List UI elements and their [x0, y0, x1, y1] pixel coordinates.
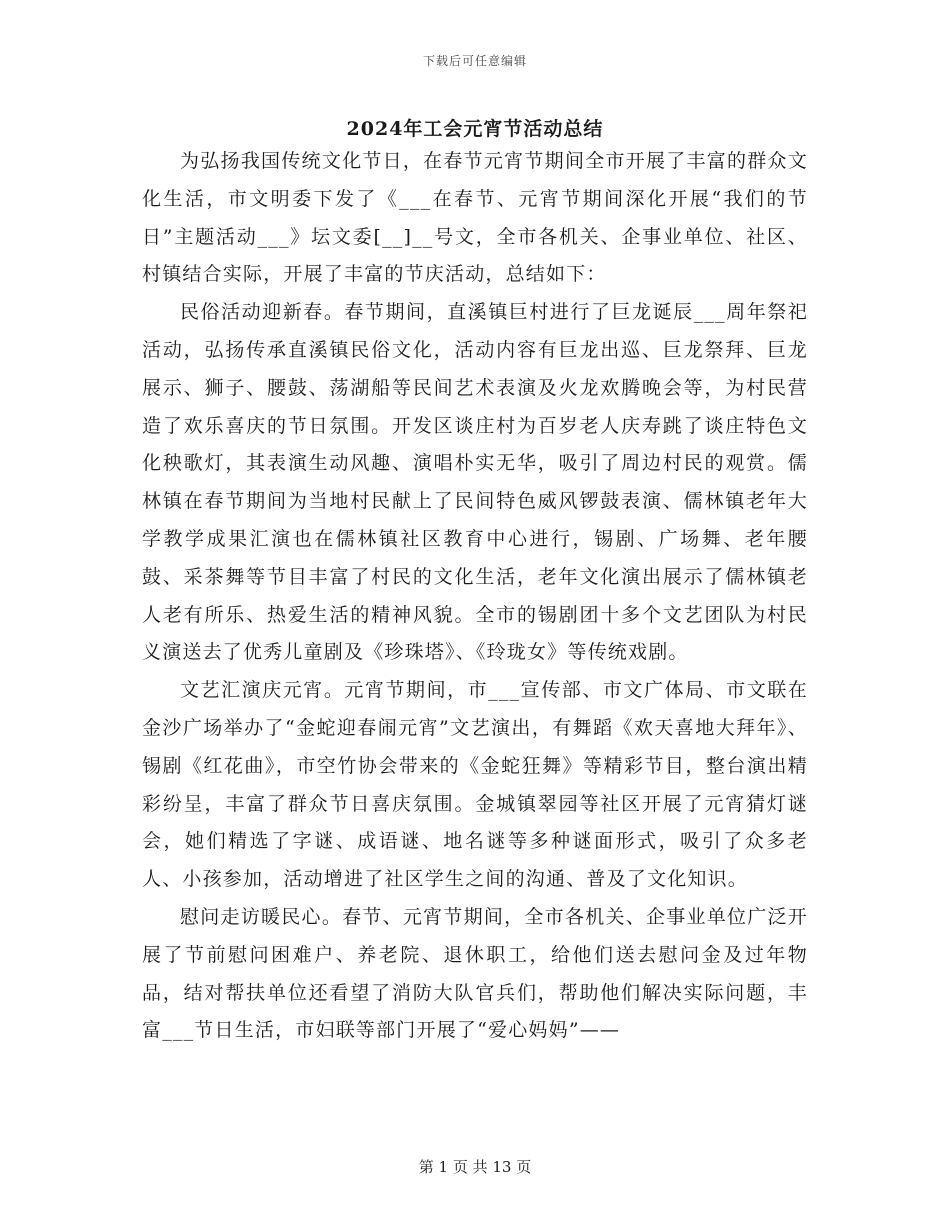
page-number-footer: 第 1 页 共 13 页	[418, 1158, 532, 1176]
paragraph-folk-activities: 民俗活动迎新春。春节期间，直溪镇巨村进行了巨龙诞辰___周年祭祀活动，弘扬传承直溪镇民俗文化，活动内容有巨龙出巡、巨龙祭拜、巨龙展示、狮子、腰鼓、荡湖船等民间艺术表演及火龙欢腾晚会等，为村民营造了欢乐喜庆的节日氛围。开发区谈庄村为百岁老人庆寿跳了谈庄特色文化秧歌灯，其表演生动风趣、演唱朴实无华，吸引了周边村民的观赏。儒林镇在春节期间为当地村民献上了民间特色威风锣鼓表演、儒林镇老年大学教学成果汇演也在儒林镇社区教育中心进行，锡剧、广场舞、老年腰鼓、采茶舞等节目丰富了村民的文化生活，老年文化演出展示了儒林镇老人老有所乐、热爱生活的精神风貌。全市的锡剧团十多个文艺团队为村民义演送去了优秀儿童剧及《珍珠塔》、《玲珑女》等传统戏剧。	[142, 301, 808, 664]
paragraph-visits: 慰问走访暖民心。春节、元宵节期间，全市各机关、企事业单位广泛开展了节前慰问困难户、养老院、退休职工，给他们送去慰问金及过年物品，结对帮扶单位还看望了消防大队官兵们，帮助他们解决实际问题，丰富___节日生活，市妇联等部门开展了“爱心妈妈”——	[142, 905, 808, 1042]
paragraph-intro: 为弘扬我国传统文化节日，在春节元宵节期间全市开展了丰富的群众文化生活，市文明委下发了《___在春节、元宵节期间深化开展“我们的节日”主题活动___》坛文委[__]__号文，全市各机关、企事业单位、社区、村镇结合实际，开展了丰富的节庆活动，总结如下：	[142, 150, 808, 286]
document-title: 2024年工会元宵节活动总结	[346, 118, 604, 140]
paragraph-performances: 文艺汇演庆元宵。元宵节期间，市___宣传部、市文广体局、市文联在金沙广场举办了“金蛇迎春闹元宵”文艺演出，有舞蹈《欢天喜地大拜年》、锡剧《红花曲》，市空竹协会带来的《金蛇狂舞》等精彩节目，整台演出精彩纷呈，丰富了群众节日喜庆氛围。金城镇翠园等社区开展了元宵猜灯谜会，她们精选了字谜、成语谜、地名谜等多种谜面形式，吸引了众多老人、小孩参加，活动增进了社区学生之间的沟通、普及了文化知识。	[142, 679, 808, 891]
header-note: 下载后可任意编辑	[422, 54, 527, 68]
document-body	[142, 143, 808, 1050]
